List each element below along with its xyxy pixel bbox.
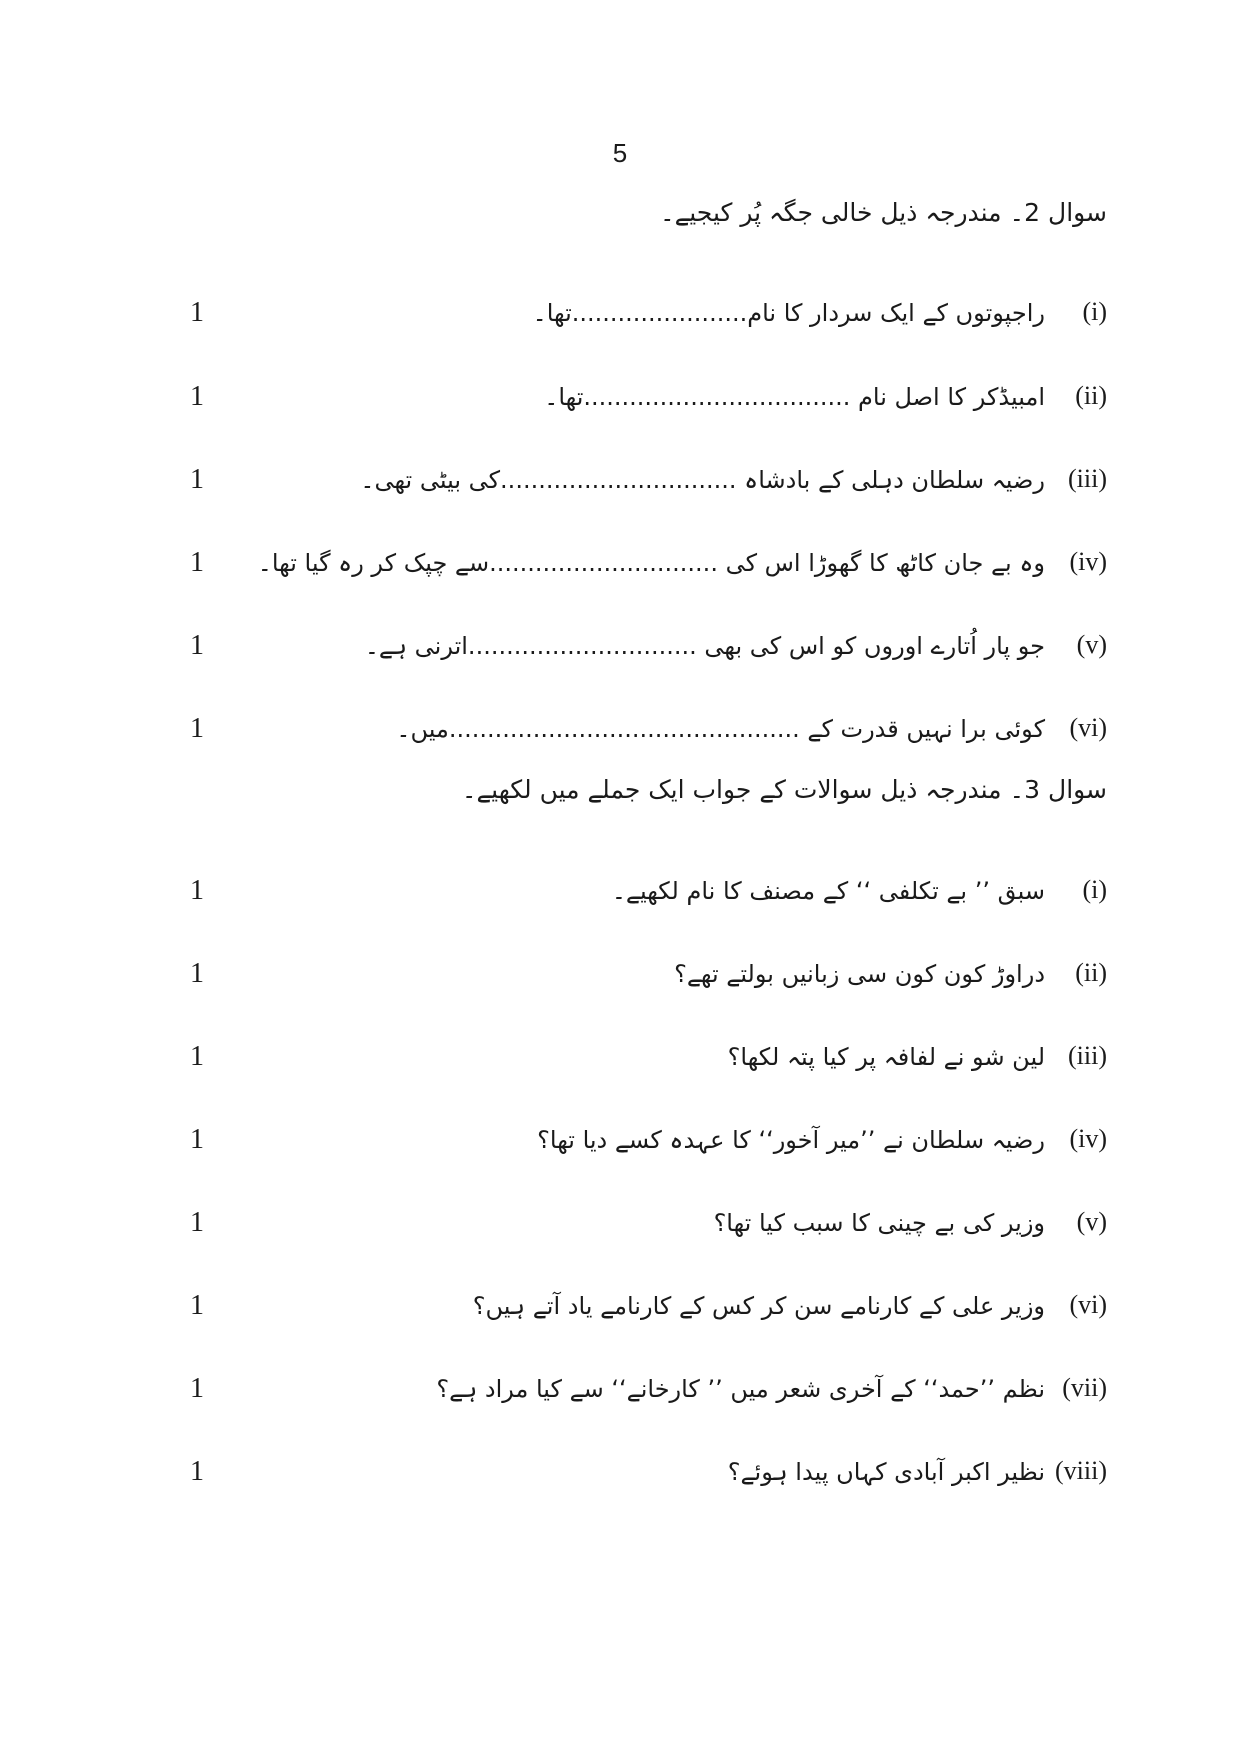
question-text: نظیر اکبر آبادی کہاں پیدا ہوئے؟ [727,1458,1045,1486]
question-number: (iv) [1069,1124,1107,1153]
question-number: (i) [1082,875,1107,904]
question2-item-ii [0,377,1240,421]
question-number: (iii) [1068,1041,1107,1070]
question3-item-iii [0,1037,1240,1081]
question2-item-iii [0,460,1240,504]
question2-item-v [0,626,1240,670]
question-number: (ii) [1075,958,1107,987]
question-text: امبیڈکر کا اصل نام ...................................تھا۔ [544,383,1045,411]
question3-item-iv [0,1120,1240,1164]
question-number: (v) [1076,1207,1107,1236]
question3-item-i [0,871,1240,915]
marks: 1 [190,381,204,412]
marks: 1 [190,1124,204,1155]
question-text: جو پار اُتارے اوروں کو اس کی بھی ..............................اترنی ہے۔ [364,632,1045,660]
question-number: (ii) [1075,381,1107,410]
question-text: وزیر علی کے کارنامے سن کر کس کے کارنامے یاد آتے ہیں؟ [472,1292,1045,1320]
question-number: (vii) [1062,1373,1107,1402]
marks: 1 [190,1041,204,1072]
question-number: (v) [1076,630,1107,659]
question2-item-vi [0,709,1240,753]
marks: 1 [190,1456,204,1487]
question3-item-vii [0,1369,1240,1413]
question-text: سبق ’’ بے تکلفی ‘‘ کے مصنف کا نام لکھیے۔ [611,877,1045,905]
question-text: وزیر کی بے چینی کا سبب کیا تھا؟ [713,1209,1045,1237]
page-number: 5 [612,138,628,168]
question3-item-viii [0,1452,1240,1496]
question-text: نظم ’’حمد‘‘ کے آخری شعر میں ’’ کارخانے‘‘ سے کیا مراد ہے؟ [436,1375,1045,1403]
question2-item-i [0,293,1240,337]
question-text: دراوڑ کون کون سی زبانیں بولتے تھے؟ [674,960,1045,988]
marks: 1 [190,958,204,989]
marks: 1 [190,547,204,578]
question3-item-vi [0,1286,1240,1330]
question-number: (vi) [1069,713,1107,742]
marks: 1 [190,297,204,328]
question-text: وہ بے جان کاٹھ کا گھوڑا اس کی ..............................سے چپک کر رہ گیا تھا۔ [257,549,1045,577]
question2-heading: سوال 2۔ مندرجہ ذیل خالی جگہ پُر کیجیے۔ [659,198,1107,227]
question3-heading: سوال 3۔ مندرجہ ذیل سوالات کے جواب ایک جملے میں لکھیے۔ [461,775,1107,804]
question3-item-v [0,1203,1240,1247]
marks: 1 [190,875,204,906]
marks: 1 [190,630,204,661]
question2-item-iv [0,543,1240,587]
marks: 1 [190,1290,204,1321]
question-number: (i) [1082,297,1107,326]
question-number: (iii) [1068,464,1107,493]
marks: 1 [190,1207,204,1238]
marks: 1 [190,464,204,495]
question-number: (viii) [1055,1456,1107,1485]
question-number: (iv) [1069,547,1107,576]
question-text: کوئی برا نہیں قدرت کے ..............................................میں۔ [396,715,1045,743]
marks: 1 [190,713,204,744]
question-text: رضیہ سلطان دہلی کے بادشاہ ...............................کی بیٹی تھی۔ [360,466,1045,494]
question3-item-ii [0,954,1240,998]
marks: 1 [190,1373,204,1404]
question-text: راجپوتوں کے ایک سردار کا نام.......................تھا۔ [532,299,1045,327]
question-text: رضیہ سلطان نے ’’میر آخور‘‘ کا عہدہ کسے دیا تھا؟ [537,1126,1045,1154]
question-number: (vi) [1069,1290,1107,1319]
question-text: لین شو نے لفافہ پر کیا پتہ لکھا؟ [727,1043,1045,1071]
